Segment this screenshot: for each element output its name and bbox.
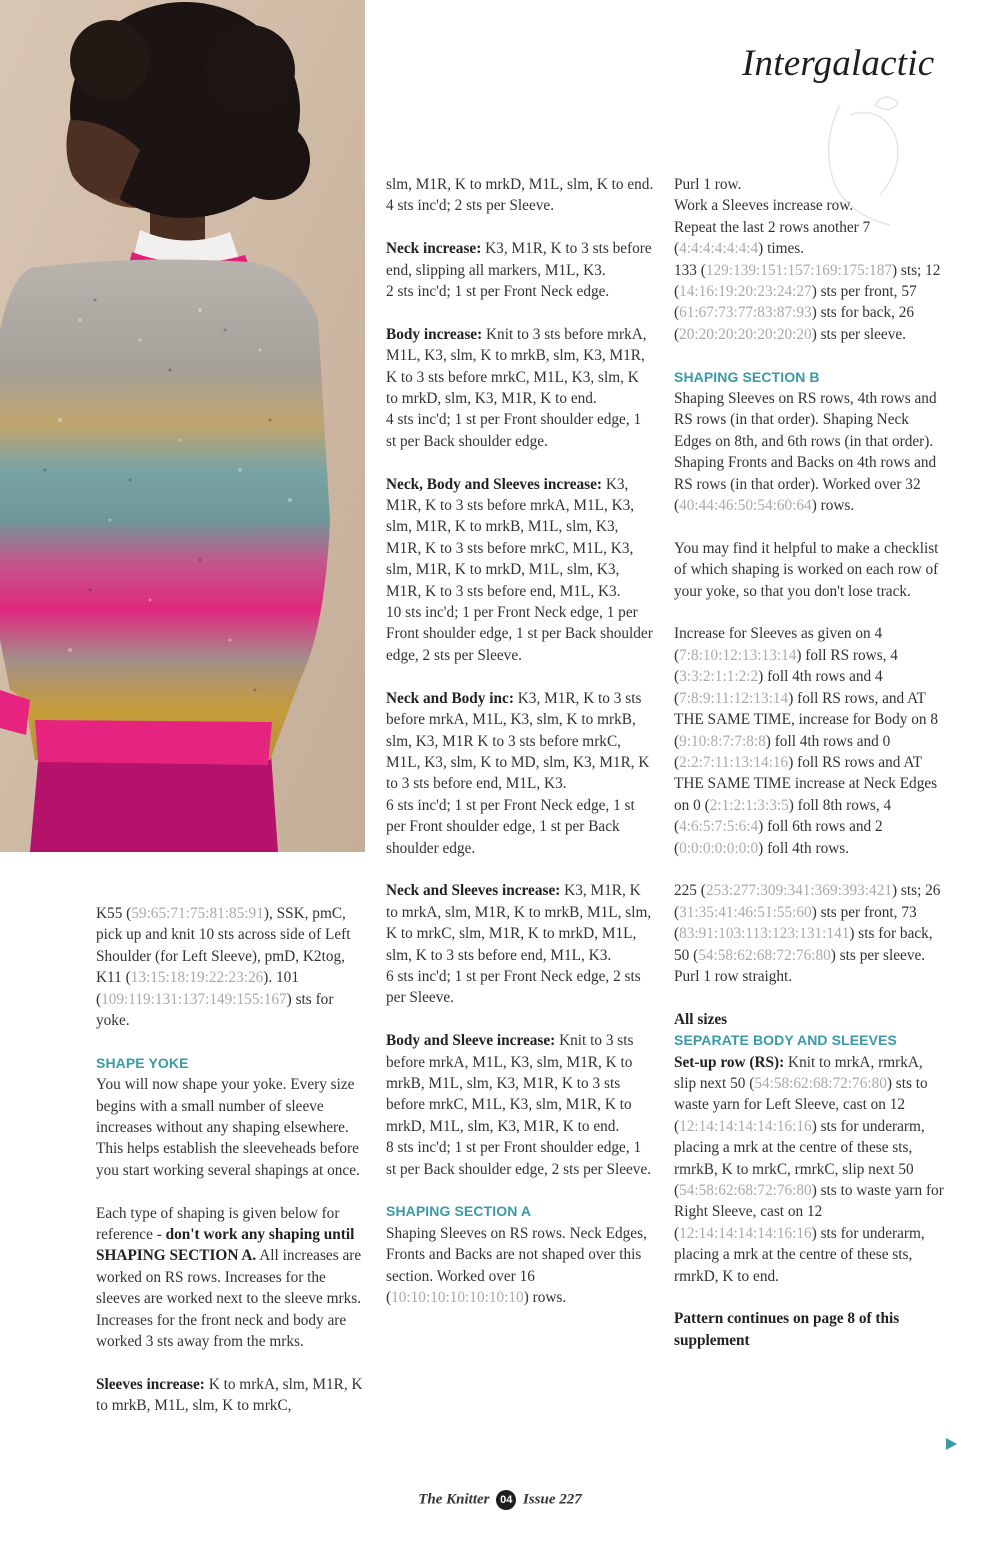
body-sleeve-increase-paragraph: Body and Sleeve increase: Knit to 3 sts before mrkA, M1L, K3, slm, M1R, K to mrkB, M1L, slm, K3, M1R, K to 3 sts before mrkC, M1L, K3, slm, M1R, K to mrkD, M1L, slm, K3, M1R, K to end. 8 sts inc'd; 1 st per Front shoulder edge, 1 st per Back shoulder edge, 2 sts per Sleeve.: [386, 1032, 652, 1178]
separate-body-sleeves-heading: SEPARATE BODY AND SLEEVES: [674, 1032, 897, 1049]
neck-body-sleeves-increase-paragraph: Neck, Body and Sleeves increase: K3, M1R, K to 3 sts before mrkA, M1L, K3, slm, M1R, K to mrkB, M1L, slm, K3, M1R, K to 3 sts before mrkC, M1L, K3, slm, M1R, K to mrkD, M1L, slm, K3, M1R, K to 3 sts before end, M1L, K3. 10 sts inc'd; 1 per Front Neck edge, 1 per Front shoulder edge, 1 st per Back shoulder edge, 2 sts per Sleeve.: [386, 475, 653, 664]
body-increase-paragraph: Body increase: Knit to 3 sts before mrkA, M1L, K3, slm, K to mrkB, slm, K3, M1R, K to 3 sts before mrkC, M1L, K3, slm, K to mrkD, slm, K3, M1R, K to end. 4 sts inc'd; 1 st per Front shoulder edge, 1 st per Back shoulder edge.: [386, 325, 647, 450]
sleeves-increase-paragraph: Sleeves increase: K to mrkA, slm, M1R, K to mrkB, M1L, slm, K to mrkC,: [96, 1375, 363, 1415]
issue-number: Issue 227: [523, 1491, 582, 1508]
column-right: [674, 174, 944, 1351]
shape-yoke-heading: SHAPE YOKE: [96, 1054, 189, 1071]
reference-paragraph: Each type of shaping is given below for reference - don't work any shaping until SHAPING SECTION A. All increases are worked on RS rows. Increases for the sleeves are worked next to the sleeve mrks. Increases for the front neck and body are worked 3 sts away from the mrks.: [96, 1204, 362, 1351]
column-middle: [386, 174, 654, 1308]
magazine-name: The Knitter: [418, 1491, 490, 1508]
sleeves-increase-continued: slm, M1R, K to mrkD, M1L, slm, K to end. 4 sts inc'd; 2 sts per Sleeve.: [386, 176, 654, 215]
model-photo: [0, 0, 365, 852]
increase-schedule-paragraph: Increase for Sleeves as given on 4 (7:8:10:12:13:13:14) foll RS rows, 4 (3:3:2:1:1:2:2) foll 4th rows and 4 (7:8:9:11:12:13:14) foll RS rows, and AT THE SAME TIME, increase for Body on 8 (9:10:8:7:7:8:8) foll 4th rows and 0 (2:2:7:11:13:14:16) foll RS rows and AT THE SAME TIME increase at Neck Edges on 0 (2:1:2:1:3:3:5) foll 8th rows, 4 (4:6:5:7:5:6:4) foll 6th rows and 2 (0:0:0:0:0:0:0) foll 4th rows.: [674, 625, 938, 857]
column-left: [96, 903, 366, 1417]
neck-sleeves-increase-paragraph: Neck and Sleeves increase: K3, M1R, K to mrkA, slm, M1R, K to mrkB, M1L, slm, K to mrkC, slm, M1R, K to mrkD, M1L, slm, K to 3 sts before end, M1L, K3. 6 sts inc'd; 1 st per Front Neck edge, 2 sts per Sleeve.: [386, 882, 652, 1007]
neck-body-inc-paragraph: Neck and Body inc: K3, M1R, K to 3 sts before mrkA, M1L, K3, slm, K to mrkB, slm, K3, M1R K to 3 sts before mrkC, M1L, K3, slm, K to MD, slm, K3, M1R, K to 3 sts before end, M1L, K3. 6 sts inc'd; 1 st per Front Neck edge, 1 st per Front shoulder edge, 1 st per Back shoulder edge.: [386, 689, 650, 857]
shaping-section-a-paragraph: Shaping Sleeves on RS rows. Neck Edges, Fronts and Backs are not shaped over this section. Worked over 16 (10:10:10:10:10:10:10) rows.: [386, 1224, 647, 1307]
shape-yoke-paragraph: You will now shape your yoke. Every size begins with a small number of sleeve increases without any shaping elsewhere. This helps establish the sleeveheads before you start working several shapings at once.: [96, 1076, 360, 1179]
neck-increase-paragraph: Neck increase: K3, M1R, K to 3 sts before end, slipping all markers, M1L, K3. 2 sts inc'd; 1 st per Front Neck edge.: [386, 240, 652, 301]
continue-note: Pattern continues on page 8 of this supplement: [674, 1310, 900, 1349]
shaping-section-b-heading: SHAPING SECTION B: [674, 368, 820, 385]
page-number-badge: 04: [496, 1490, 516, 1510]
shaping-section-b-paragraph: Shaping Sleeves on RS rows, 4th rows and RS rows (in that order). Shaping Neck Edges on 8th, and 6th rows (in that order). Shaping Fronts and Backs on 4th rows and RS rows (in that order). Worked over 32 (40:44:46:50:54:60:64) rows.: [674, 390, 937, 515]
page-footer: [0, 1490, 1000, 1510]
next-page-arrow-icon[interactable]: [946, 1438, 957, 1450]
section-a-instructions: Purl 1 row. Work a Sleeves increase row. Repeat the last 2 rows another 7 (4:4:4:4:4:4:4) times. 133 (129:139:151:157:169:175:187) sts; 12 (14:16:19:20:23:24:27) sts per front, 57 (61:67:73:77:83:87:93) sts for back, 26 (20:20:20:20:20:20:20) sts per sleeve.: [674, 176, 941, 343]
model-photo-illustration: [0, 0, 365, 852]
shaping-section-a-heading: SHAPING SECTION A: [386, 1203, 532, 1220]
pattern-title: Intergalactic: [742, 43, 935, 84]
all-sizes-label: All sizes: [674, 1010, 728, 1028]
stitch-totals-paragraph: 225 (253:277:309:341:369:393:421) sts; 26 (31:35:41:46:51:55:60) sts per front, 73 (83:91:103:113:123:131:141) sts for back, 50 (54:58:62:68:72:76:80) sts per sleeve. Purl 1 row straight.: [674, 882, 941, 985]
yoke-intro-paragraph: K55 (59:65:71:75:81:85:91), SSK, pmC, pick up and knit 10 sts across side of Left Shoulder (for Left Sleeve), pmD, K2tog, K11 (13:15:18:19:22:23:26). 101 (109:119:131:137:149:155:167) sts for yoke.: [96, 905, 351, 1030]
setup-row-paragraph: Set-up row (RS): Knit to mrkA, rmrkA, slip next 50 (54:58:62:68:72:76:80) sts to waste yarn for Left Sleeve, cast on 12 (12:14:14:14:14:16:16) sts for underarm, placing a mrk at the centre of these sts, rmrkB, K to mrkC, rmrkC, slip next 50 (54:58:62:68:72:76:80) sts to waste yarn for Right Sleeve, cast on 12 (12:14:14:14:14:16:16) sts for underarm, placing a mrk at the centre of these sts, rmrkD, K to end.: [674, 1053, 944, 1285]
checklist-paragraph: You may find it helpful to make a checklist of which shaping is worked on each row of your yoke, so that you don't lose track.: [674, 539, 939, 600]
